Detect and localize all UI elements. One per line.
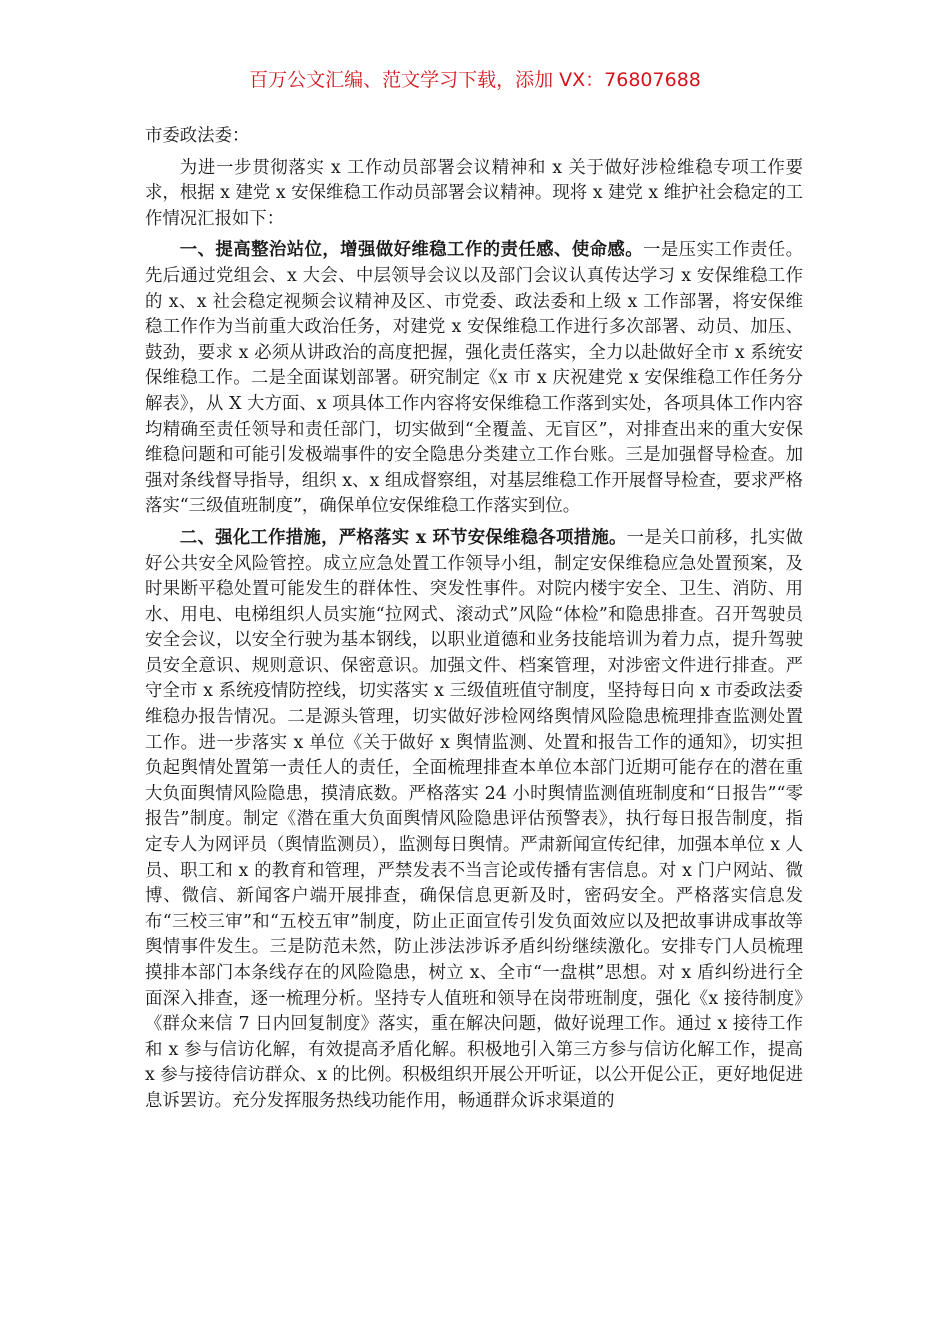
section-body-1: 一是压实工作责任。先后通过党组会、x 大会、中层领导会议以及部门会议认真传达学习 x 安保维稳工作的 x、x 社会稳定视频会议精神及区、市党委、政法委和上级 x 工作部署，将安保维稳工作作为当前重大政治任务，对建党 x 安保维稳工作进行多次部署、动员、加压、鼓劲，要求 x 必须从讲政治的高度把握，强化责任落实，全力以赴做好全市 x 系统安保维稳工作。二是全面谋划部署。研究制定《x 市 x 庆祝建党 x 安保维稳工作任务分解表》，从 X 大方面、x 项具体工作内容将安保维稳工作落到实处，各项具体工作内容均精确至责任领导和责任部门，切实做到“全覆盖、无盲区”，对排查出来的重大安保维稳问题和可能引发极端事件的安全隐患分类建立工作台账。三是加强督导检查。加强对条线督导指导，组织 x、x 组成督察组，对基层维稳工作开展督导检查，要求严格落实“三级值班制度”，确保单位安保维稳工作落实到位。 xyxy=(145,240,803,517)
intro-paragraph: 为进一步贯彻落实 x 工作动员部署会议精神和 x 关于做好涉检维稳专项工作要求，根据 x 建党 x 安保维稳工作动员部署会议精神。现将 x 建党 x 维护社会稳定的工作情况汇报如下： xyxy=(145,157,803,229)
section-paragraph-1 xyxy=(145,238,803,520)
section-heading-1: 一、提高整治站位，增强做好维稳工作的责任感、使命感。 xyxy=(179,240,644,261)
download-banner: 百万公文汇编、范文学习下载，添加 VX：76807688 xyxy=(249,69,701,91)
section-body-2: 一是关口前移，扎实做好公共安全风险管控。成立应急处置工作领导小组，制定安保维稳应急处置预案，及时果断平稳处置可能发生的群体性、突发性事件。对院内楼宇安全、卫生、消防、用水、用电、电梯组织人员实施“拉网式、滚动式”风险“体检”和隐患排查。召开驾驶员安全会议，以安全行驶为基本钢线，以职业道德和业务技能培训为着力点，提升驾驶员安全意识、规则意识、保密意识。加强文件、档案管理，对涉密文件进行排查。严守全市 x 系统疫情防控线，切实落实 x 三级值班值守制度，坚持每日向 x 市委政法委维稳办报告情况。二是源头管理，切实做好涉检网络舆情风险隐患梳理排查监测处置工作。进一步落实 x 单位《关于做好 x 舆情监测、处置和报告工作的通知》，切实担负起舆情处置第一责任人的责任，全面梳理排查本单位本部门近期可能存在的潜在重大负面舆情风险隐患，摸清底数。严格落实 24 小时舆情监测值班制度和“日报告”“零报告”制度。制定《潜在重大负面舆情风险隐患评估预警表》，执行每日报告制度，指定专人为网评员（舆情监测员），监测每日舆情。严肃新闻宣传纪律，加强本单位 x 人员、职工和 x 的教育和管理，严禁发表不当言论或传播有害信息。对 x 门户网站、微博、微信、新闻客户端开展排查，确保信息更新及时，密码安全。严格落实信息发布“三校三审”和“五校五审”制度，防止正面宣传引发负面效应以及把故事讲成事故等舆情事件发生。三是防范未然，防止涉法涉诉矛盾纠纷继续激化。安排专门人员梳理摸排本部门本条线存在的风险隐患，树立 x、全市“一盘棋”思想。对 x 盾纠纷进行全面深入排查，逐一梳理分析。坚持专人值班和领导在岗带班制度，强化《x 接待制度》《群众来信 7 日内回复制度》落实，重在解决问题，做好说理工作。通过 x 接待工作和 x 参与信访化解，有效提高矛盾化解。积极地引入第三方参与信访化解工作，提高 x 参与接待信访群众、x 的比例。积极组织开展公开听证，以公开促公正，更好地促进息诉罢访。充分发挥服务热线功能作用，畅通群众诉求渠道的 xyxy=(145,527,803,1111)
salutation: 市委政法委： xyxy=(145,126,250,146)
section-heading-2: 二、强化工作措施，严格落实 x 环节安保维稳各项措施。 xyxy=(179,527,627,548)
section-paragraph-2 xyxy=(145,526,803,1115)
document-body xyxy=(145,124,803,1121)
